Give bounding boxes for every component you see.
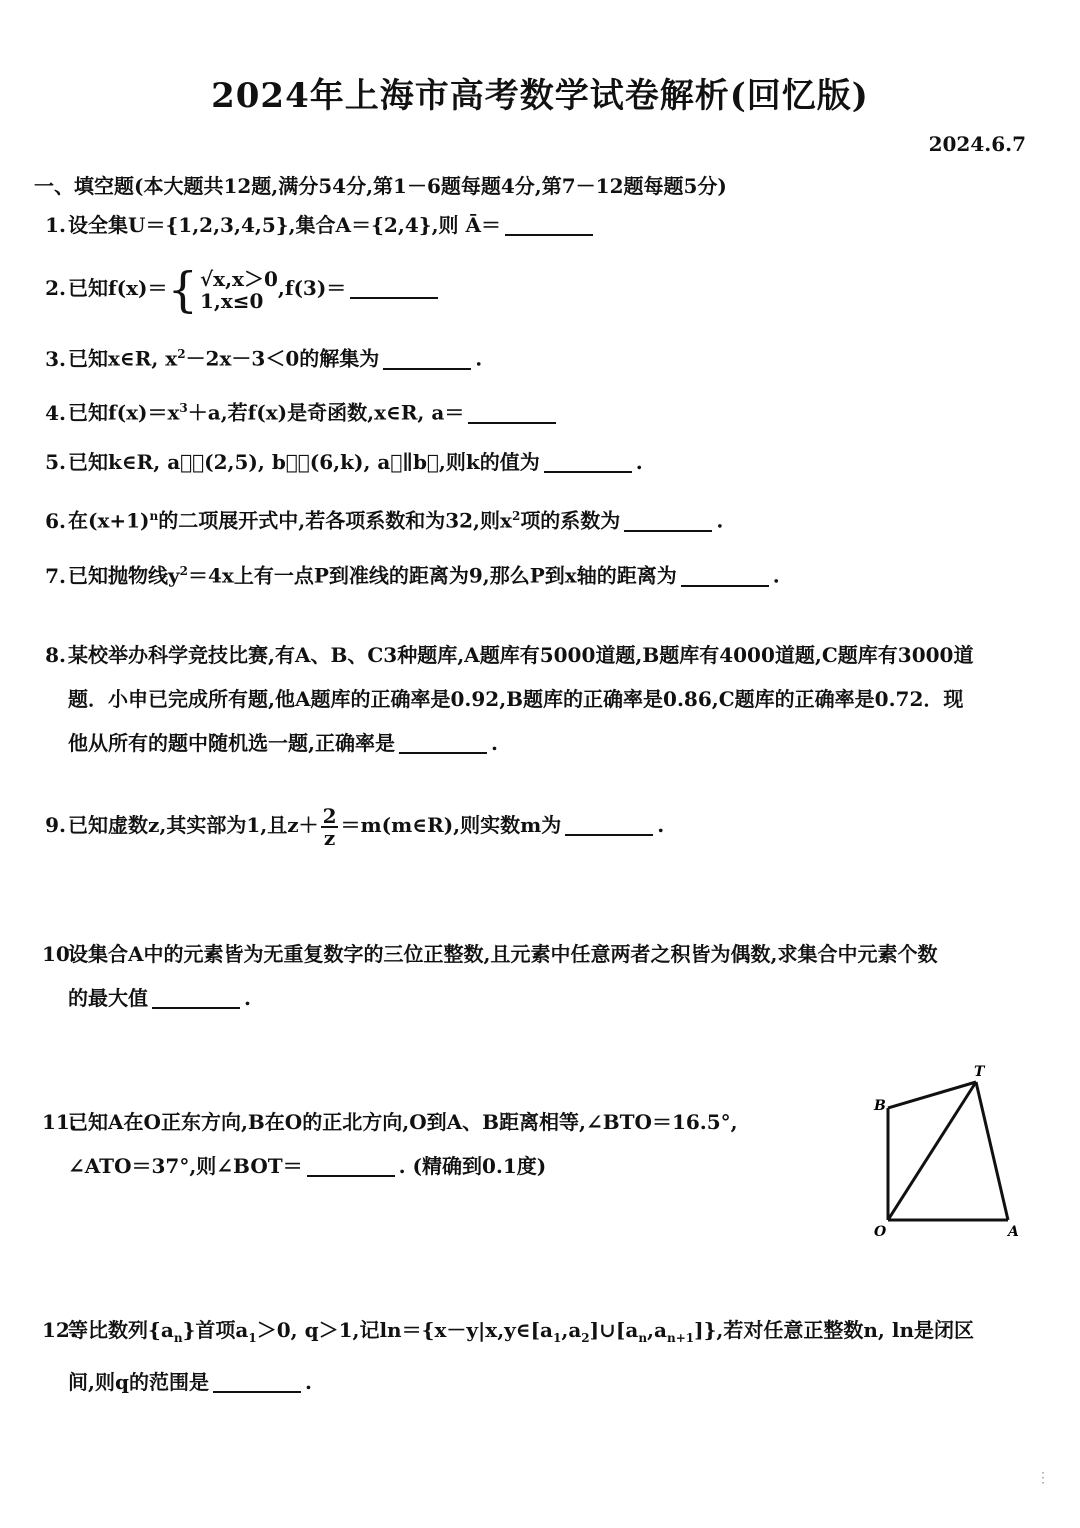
piecewise-cases [200, 268, 278, 312]
question-number: 10. [42, 942, 77, 966]
page-title: 2024年上海市高考数学试卷解析(回忆版) [211, 76, 869, 116]
fraction-denominator: z [323, 825, 336, 850]
question-line-2: 间,则q的范围是 [68, 1370, 209, 1394]
answer-blank [544, 449, 632, 473]
question-6 [42, 494, 1032, 543]
question-1 [42, 203, 1032, 247]
question-line-2: ∠ATO＝37°,则∠BOT＝ [68, 1154, 303, 1178]
exponent: 2 [511, 509, 521, 523]
question-text: 已知虚数z,其实部为1,且z＋ [68, 813, 319, 837]
question-text: ,a [647, 1318, 667, 1342]
question-number: 11. [42, 1110, 77, 1134]
period: . [716, 508, 724, 533]
question-3 [42, 332, 1032, 381]
question-number: 5. [45, 450, 66, 474]
question-4 [42, 386, 1032, 435]
exam-date: 2024.6.7 [928, 132, 1026, 156]
case-1: √x,x＞0 [200, 266, 278, 291]
question-text: ,a [561, 1318, 582, 1342]
exponent: 3 [179, 401, 188, 415]
period: . [490, 731, 498, 755]
question-number: 1. [45, 213, 66, 237]
scroll-indicator[interactable]: ⋮ [1036, 1470, 1050, 1486]
question-text: 等比数列{a [68, 1318, 174, 1342]
period: . [475, 346, 483, 371]
question-number: 4. [45, 400, 66, 425]
answer-blank [681, 563, 769, 587]
question-number: 3. [45, 346, 66, 371]
exponent-n: n [149, 509, 159, 523]
period: . [657, 813, 665, 837]
question-12 [42, 1308, 1032, 1404]
question-text-post: －2x－3＜0的解集为 [185, 346, 380, 371]
question-note: . (精确到0.1度) [398, 1154, 547, 1178]
question-text: 已知f(x)＝ [68, 276, 168, 300]
question-number: 9. [45, 813, 66, 837]
question-text: ]∪[a [589, 1318, 639, 1342]
question-text-post: ＝4x上有一点P到准线的距离为9,那么P到x轴的距离为 [187, 563, 677, 588]
case-2: 1,x≤0 [200, 288, 264, 313]
question-text: ＞0, q＞1,记ln＝{x－y|x,y∈[a [256, 1318, 554, 1342]
fraction [321, 803, 339, 850]
answer-blank [624, 508, 712, 532]
subscript: n [638, 1331, 648, 1345]
question-text-post: ,f(3)＝ [277, 276, 347, 300]
exponent: 2 [177, 347, 186, 361]
question-text-post: ＝m(m∈R),则实数m为 [340, 813, 562, 837]
question-text: 在(x+1) [68, 508, 150, 533]
answer-blank [350, 275, 438, 299]
question-text: 已知k∈R, a⃗＝(2,5), b⃗＝(6,k), a⃗∥b⃗,则k的值为 [68, 450, 540, 474]
section-heading: 一、填空题(本大题共12题,满分54分,第1－6题每题4分,第7－12题每题5分) [34, 174, 727, 198]
answer-blank [213, 1369, 301, 1393]
brace-symbol: { [167, 261, 198, 318]
geometry-figure [868, 1060, 1028, 1240]
fraction-numerator: 2 [322, 803, 337, 828]
answer-blank [152, 985, 240, 1009]
question-text: 已知f(x)＝x [68, 400, 180, 425]
question-7 [42, 549, 1032, 598]
question-number: 7. [45, 563, 66, 588]
question-line-1: 某校举办科学竞技比赛,有A、B、C3种题库,A题库有5000道题,B题库有4000道题,C题库有3000道 [68, 643, 974, 667]
answer-blank [505, 212, 593, 236]
question-text: 已知x∈R, x [68, 346, 178, 371]
label-b: B [874, 1098, 886, 1114]
subscript: 2 [581, 1331, 590, 1345]
question-text-post: 项的系数为 [520, 508, 621, 533]
question-10 [42, 932, 1032, 1020]
answer-blank [307, 1153, 395, 1177]
question-text: 设全集U＝{1,2,3,4,5},集合A＝{2,4},则 Ā＝ [68, 213, 502, 237]
question-line-1: 设集合A中的元素皆为无重复数字的三位正整数,且元素中任意两者之积皆为偶数,求集合中元素个数 [68, 942, 938, 966]
line-ta [976, 1082, 1008, 1220]
period: . [244, 986, 251, 1010]
question-number: 2. [45, 276, 66, 300]
question-line-1: 已知A在O正东方向,B在O的正北方向,O到A、B距离相等,∠BTO＝16.5°, [68, 1110, 738, 1134]
question-number: 6. [45, 508, 66, 533]
question-text-mid: 的二项展开式中,若各项系数和为32,则x [158, 508, 512, 533]
subscript: n+1 [666, 1331, 695, 1345]
question-line-3: 他从所有的题中随机选一题,正确率是 [68, 731, 395, 755]
period: . [772, 563, 780, 588]
question-number: 12. [42, 1318, 77, 1342]
question-2 [42, 261, 1032, 318]
answer-blank [565, 812, 653, 836]
question-text-post: ＋a,若f(x)是奇函数,x∈R, a＝ [187, 400, 465, 425]
question-text: ]},若对任意正整数n, ln是闭区 [694, 1318, 975, 1342]
label-t: T [974, 1064, 985, 1080]
label-o: O [874, 1224, 887, 1240]
subscript: 1 [248, 1331, 257, 1345]
question-line-2: 的最大值 [68, 986, 148, 1010]
subscript: 1 [553, 1331, 562, 1345]
answer-blank [399, 730, 487, 754]
question-line-2: 题．小申已完成所有题,他A题库的正确率是0.92,B题库的正确率是0.86,C题库的正确率是0.72．现 [68, 687, 964, 711]
question-9 [42, 803, 1032, 848]
subscript: n [173, 1331, 183, 1345]
question-8 [42, 633, 1032, 765]
answer-blank [383, 346, 471, 370]
question-text: }首项a [182, 1318, 249, 1342]
question-5 [42, 440, 1032, 484]
answer-blank [468, 400, 556, 424]
exponent: 2 [179, 564, 188, 578]
period: . [635, 450, 643, 474]
question-text: 已知抛物线y [68, 563, 180, 588]
period: . [304, 1370, 312, 1394]
question-number: 8. [45, 643, 66, 667]
label-a: A [1008, 1224, 1019, 1240]
